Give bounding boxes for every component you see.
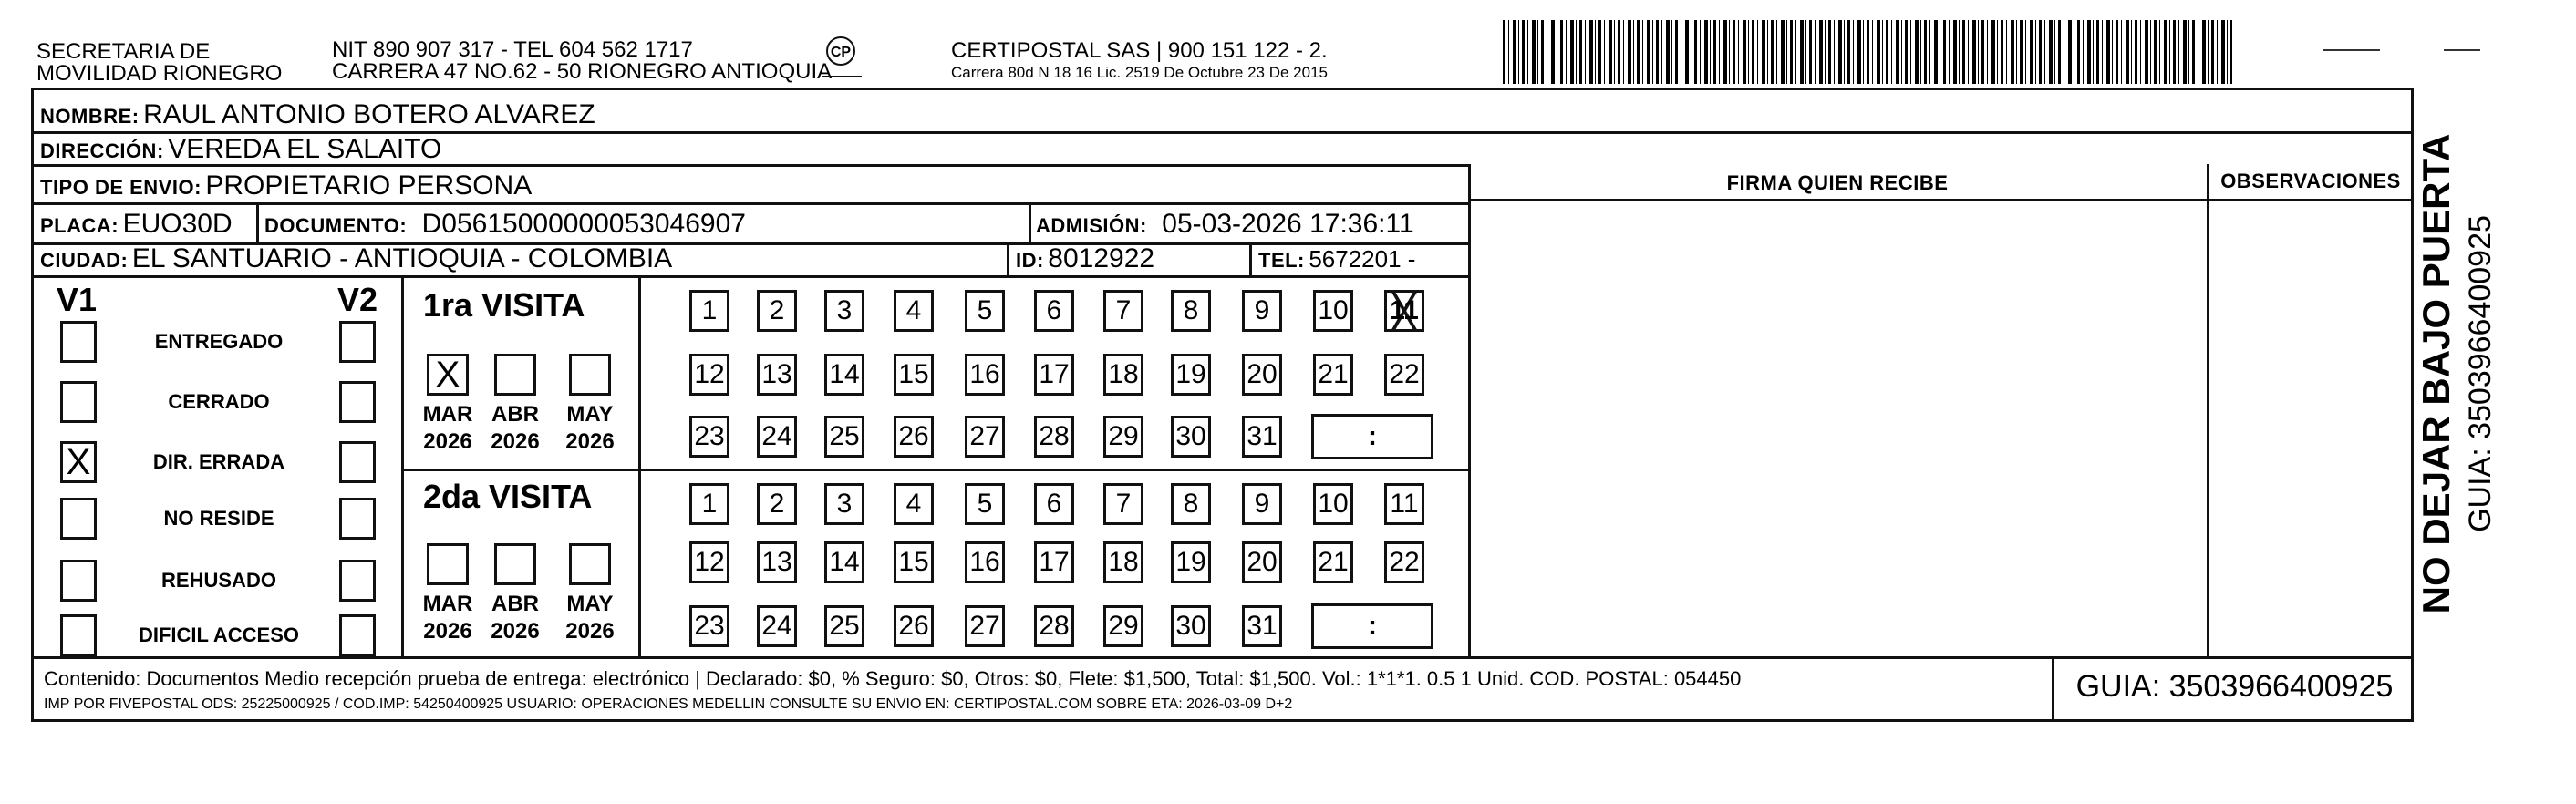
second-visit-day-box[interactable]: 16 <box>965 541 1005 583</box>
month-label <box>483 591 547 645</box>
first-visit-time-box[interactable]: : <box>1311 414 1433 459</box>
second-visit-day-box[interactable]: 12 <box>689 541 729 583</box>
col-divider <box>256 202 259 242</box>
first-visit-title: 1ra VISITA <box>423 286 585 324</box>
month-name: MAY <box>566 592 614 616</box>
month-checkbox-abr[interactable] <box>494 354 536 396</box>
v2-checkbox[interactable] <box>339 321 376 363</box>
second-visit-time-box[interactable]: : <box>1311 603 1433 649</box>
month-year: 2026 <box>423 619 472 644</box>
first-visit-day-box[interactable]: 22 <box>1384 354 1424 396</box>
second-visit-day-box[interactable]: 21 <box>1313 541 1353 583</box>
placa-field <box>40 208 233 245</box>
nombre-value: RAUL ANTONIO BOTERO ALVAREZ <box>143 99 595 129</box>
second-visit-day-box[interactable]: 3 <box>824 483 864 525</box>
courier-name: CERTIPOSTAL SAS | 900 151 122 - 2. <box>951 38 1328 63</box>
first-visit-day-box[interactable]: 12 <box>689 354 729 396</box>
nit-line: NIT 890 907 317 - TEL 604 562 1717 <box>332 37 693 62</box>
placa-value: EUO30D <box>122 209 233 239</box>
second-visit-day-box[interactable]: 19 <box>1171 541 1211 583</box>
v2-header: V2 <box>337 281 378 318</box>
ciudad-label: CIUDAD: <box>40 249 129 272</box>
v1-checkbox[interactable] <box>60 321 97 363</box>
month-year: 2026 <box>565 619 615 644</box>
nombre-field <box>40 98 595 136</box>
first-visit-day-box[interactable]: 2 <box>757 290 797 332</box>
month-label <box>558 401 622 456</box>
v2-checkbox[interactable] <box>339 498 376 540</box>
first-visit-day-box[interactable]: 15 <box>894 354 934 396</box>
placa-label: PLACA: <box>40 214 119 237</box>
direccion-field <box>40 133 441 170</box>
footer-divider <box>31 656 2414 659</box>
second-visit-day-box[interactable]: 20 <box>1242 541 1282 583</box>
tipo-label: TIPO DE ENVIO: <box>40 176 202 199</box>
second-visit-day-box[interactable]: 31 <box>1242 605 1282 647</box>
first-visit-day-box[interactable]: 20 <box>1242 354 1282 396</box>
status-label: DIR. ERRADA <box>152 450 285 473</box>
id-field <box>1016 242 1154 280</box>
second-visit-day-box[interactable]: 30 <box>1171 605 1211 647</box>
v2-checkbox[interactable] <box>339 560 376 602</box>
tipo-field <box>40 170 532 207</box>
first-visit-day-box[interactable]: 31 <box>1242 416 1282 458</box>
col-divider <box>1249 242 1252 275</box>
first-visit-day-box[interactable]: 29 <box>1103 416 1143 458</box>
second-visit-title: 2da VISITA <box>423 478 593 515</box>
col-divider <box>638 275 641 658</box>
admision-value: 05-03-2026 17:36:11 <box>1162 209 1414 239</box>
second-visit-day-box[interactable]: 24 <box>757 605 797 647</box>
second-visit-day-box[interactable]: 18 <box>1103 541 1143 583</box>
status-label: REHUSADO <box>161 569 276 592</box>
ciudad-field <box>40 242 672 280</box>
second-visit-day-box[interactable]: 1 <box>689 483 729 525</box>
first-visit-day-box[interactable]: 19 <box>1171 354 1211 396</box>
month-year: 2026 <box>423 429 472 454</box>
v1-checkbox[interactable] <box>60 498 97 540</box>
documento-value: D05615000000053046907 <box>421 209 746 239</box>
no-dejar-warning: NO DEJAR BAJO PUERTA <box>2415 133 2457 614</box>
month-checkbox-mar[interactable] <box>427 543 469 585</box>
second-visit-day-box[interactable]: 9 <box>1242 483 1282 525</box>
first-visit-day-box[interactable]: 18 <box>1103 354 1143 396</box>
sender-line-1: SECRETARIA DE <box>36 39 211 64</box>
obs-divider <box>1468 199 2414 201</box>
month-checkbox-may[interactable] <box>569 354 611 396</box>
second-visit-day-box[interactable]: 2 <box>757 483 797 525</box>
month-name: MAR <box>422 592 473 616</box>
first-visit-day-box[interactable]: 24 <box>757 416 797 458</box>
month-name: MAR <box>422 402 473 427</box>
first-visit-day-box[interactable]: 5 <box>965 290 1005 332</box>
side-guia: GUIA: 3503966400925 <box>2463 215 2498 532</box>
month-year: 2026 <box>491 619 540 644</box>
documento-field <box>264 208 746 245</box>
second-visit-day-box[interactable]: 6 <box>1034 483 1074 525</box>
col-divider <box>1468 164 1471 658</box>
v2-checkbox[interactable] <box>339 381 376 423</box>
first-visit-day-box[interactable]: 16 <box>965 354 1005 396</box>
v1-header: V1 <box>57 281 98 318</box>
tel-value: 5672201 - <box>1309 245 1416 273</box>
month-checkbox-abr[interactable] <box>494 543 536 585</box>
month-year: 2026 <box>491 429 540 454</box>
v1-checkbox[interactable] <box>60 560 97 602</box>
month-name: MAY <box>566 402 614 427</box>
v1-checkbox[interactable] <box>60 381 97 423</box>
second-visit-day-box[interactable]: 8 <box>1171 483 1211 525</box>
v1-checkbox[interactable]: X <box>60 441 97 483</box>
first-visit-day-box[interactable]: 21 <box>1313 354 1353 396</box>
first-visit-day-box[interactable]: 23 <box>689 416 729 458</box>
sender-line-2: MOVILIDAD RIONEGRO <box>36 61 283 86</box>
admision-field <box>1036 208 1414 245</box>
barcode <box>1503 20 2232 84</box>
first-visit-day-box[interactable]: 17 <box>1034 354 1074 396</box>
first-visit-day-box[interactable]: 7 <box>1103 290 1143 332</box>
sender-address: CARRERA 47 NO.62 - 50 RIONEGRO ANTIOQUIA <box>332 59 833 84</box>
second-visit-day-box[interactable]: 17 <box>1034 541 1074 583</box>
scribble-mark <box>2323 49 2380 51</box>
second-visit-day-box[interactable]: 4 <box>894 483 934 525</box>
tel-field <box>1258 242 1415 280</box>
footer-guia: GUIA: 3503966400925 <box>2075 669 2394 704</box>
second-visit-day-box[interactable]: 29 <box>1103 605 1143 647</box>
first-visit-day-box[interactable]: 26 <box>894 416 934 458</box>
direccion-value: VEREDA EL SALAITO <box>168 134 442 164</box>
first-visit-day-box[interactable]: 6 <box>1034 290 1074 332</box>
admision-label: ADMISIÓN: <box>1036 214 1147 237</box>
second-visit-day-box[interactable]: 15 <box>894 541 934 583</box>
col-divider <box>2052 656 2054 722</box>
month-label <box>483 401 547 456</box>
v1-checkbox[interactable] <box>60 614 97 656</box>
status-label: DIFICIL ACCESO <box>138 624 299 646</box>
second-visit-day-box[interactable]: 22 <box>1384 541 1424 583</box>
second-visit-day-box[interactable]: 28 <box>1034 605 1074 647</box>
month-label <box>558 591 622 645</box>
imp-line: IMP POR FIVEPOSTAL ODS: 25225000925 / COD.IMP: 54250400925 USUARIO: OPERACIONES MEDELLIN CONSULTE SU ENVIO EN: CERTIPOSTAL.COM SOBRE ETA: 2026-03-09 D+2 <box>44 696 1293 712</box>
firma-header: FIRMA QUIEN RECIBE <box>1726 171 1949 194</box>
month-label <box>416 591 480 645</box>
second-visit-day-box[interactable]: 27 <box>965 605 1005 647</box>
col-divider <box>1007 242 1009 275</box>
id-label: ID: <box>1016 249 1044 272</box>
second-visit-day-box[interactable]: 5 <box>965 483 1005 525</box>
svg-text:CP: CP <box>830 45 852 60</box>
second-visit-day-box[interactable]: 26 <box>894 605 934 647</box>
first-visit-day-box[interactable]: 4 <box>894 290 934 332</box>
first-visit-day-box[interactable]: 3 <box>824 290 864 332</box>
second-visit-day-box[interactable]: 13 <box>757 541 797 583</box>
col-divider <box>401 275 404 658</box>
direccion-label: DIRECCIÓN: <box>40 139 164 162</box>
observaciones-header: OBSERVACIONES <box>2220 170 2401 192</box>
first-visit-day-box[interactable]: 28 <box>1034 416 1074 458</box>
first-visit-day-box[interactable]: 14 <box>824 354 864 396</box>
v2-checkbox[interactable] <box>339 614 376 656</box>
month-checkbox-may[interactable] <box>569 543 611 585</box>
tel-label: TEL: <box>1258 249 1305 272</box>
month-name: ABR <box>491 402 539 427</box>
first-visit-day-box[interactable]: 11 <box>1384 290 1424 332</box>
scribble-mark <box>2444 49 2480 51</box>
month-checkbox-mar[interactable]: X <box>427 354 469 396</box>
first-visit-day-box[interactable]: 27 <box>965 416 1005 458</box>
second-visit-day-box[interactable]: 7 <box>1103 483 1143 525</box>
status-label: CERRADO <box>168 390 270 413</box>
side-text <box>2415 119 2515 629</box>
first-visit-day-box[interactable]: 1 <box>689 290 729 332</box>
col-divider <box>2207 164 2209 658</box>
courier-logo-icon <box>816 31 865 84</box>
courier-license: Carrera 80d N 18 16 Lic. 2519 De Octubre 23 De 2015 <box>951 64 1328 81</box>
tipo-value: PROPIETARIO PERSONA <box>205 170 533 201</box>
visit-divider <box>401 469 1468 471</box>
nombre-label: NOMBRE: <box>40 105 140 128</box>
contenido-line: Contenido: Documentos Medio recepción prueba de entrega: electrónico | Declarado: $0, % Seguro: $0, Otros: $0, Flete: $1,500, Total: $1,500. Vol.: 1*1*1. 0.5 1 Unid. COD. POSTAL: 054450 <box>44 667 1742 690</box>
col-divider <box>1029 202 1031 242</box>
first-visit-day-box[interactable]: 25 <box>824 416 864 458</box>
month-year: 2026 <box>565 429 615 454</box>
second-visit-day-box[interactable]: 25 <box>824 605 864 647</box>
status-label: ENTREGADO <box>154 330 284 353</box>
second-visit-day-box[interactable]: 23 <box>689 605 729 647</box>
month-name: ABR <box>491 592 539 616</box>
status-label: NO RESIDE <box>163 507 274 530</box>
id-value: 8012922 <box>1048 243 1155 273</box>
second-visit-day-box[interactable]: 10 <box>1313 483 1353 525</box>
first-visit-day-box[interactable]: 30 <box>1171 416 1211 458</box>
documento-label: DOCUMENTO: <box>264 214 408 237</box>
first-visit-day-box[interactable]: 8 <box>1171 290 1211 332</box>
first-visit-day-box[interactable]: 13 <box>757 354 797 396</box>
ciudad-value: EL SANTUARIO - ANTIOQUIA - COLOMBIA <box>131 243 673 273</box>
v2-checkbox[interactable] <box>339 441 376 483</box>
first-visit-day-box[interactable]: 10 <box>1313 290 1353 332</box>
first-visit-day-box[interactable]: 9 <box>1242 290 1282 332</box>
second-visit-day-box[interactable]: 11 <box>1384 483 1424 525</box>
second-visit-day-box[interactable]: 14 <box>824 541 864 583</box>
month-label <box>416 401 480 456</box>
